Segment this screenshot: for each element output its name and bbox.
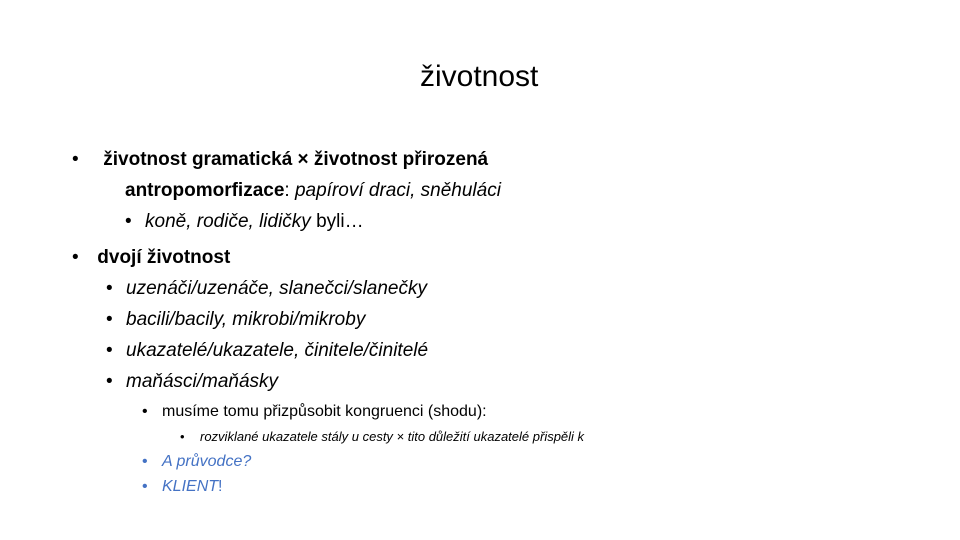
bullet-icon: • [142,478,148,495]
examples: koně, rodiče, lidičky [145,211,311,232]
slide-title: životnost [420,60,539,93]
suffix: byli… [310,211,364,232]
bullet-icon: • [142,453,148,470]
bullet-icon: • [106,371,113,392]
term: antropomorfizace [125,180,285,201]
bullet-icon: • [106,278,113,299]
list-item-dual-animacy [72,246,230,270]
list-item-text: bacili/bacily, mikrobi/mikroby [126,309,366,330]
list-item-example [180,425,584,449]
list-item [106,339,428,363]
list-item-gender-animacy [72,148,488,172]
list-item-anthropomorphization [125,179,501,203]
list-item-text: uzenáči/uzenáče, slanečci/slanečky [126,278,428,299]
list-item-text: maňásci/maňásky [126,371,279,392]
bullet-icon: • [142,403,148,420]
exclamation: ! [218,478,223,495]
question-text: A průvodce? [162,453,252,470]
list-item-client [142,475,222,499]
bullet-icon: • [180,429,185,444]
item-text: dvojí životnost [97,247,231,268]
example-text: rozviklané ukazatele stály u cesty × tito důležití ukazatelé přispěli k [200,429,585,444]
bullet-icon: • [106,309,113,330]
list-item-note [142,400,487,424]
separator: : [284,180,295,201]
note-text: musíme tomu přizpůsobit kongruenci (shodu): [162,403,487,420]
bullet-icon: • [106,340,113,361]
list-item-horses [125,210,364,234]
bullet-icon: • [72,149,79,170]
list-item-question [142,450,251,474]
bullet-icon: • [125,211,132,232]
list-item-text: ukazatelé/ukazatele, činitele/činitelé [126,340,429,361]
bullet-icon: • [72,247,79,268]
item-text: životnost gramatická × životnost přirozená [103,149,489,170]
examples: papíroví draci, sněhuláci [294,180,501,201]
list-item [106,370,278,394]
list-item [106,277,427,301]
client-text: KLIENT [162,478,219,495]
list-item [106,308,365,332]
